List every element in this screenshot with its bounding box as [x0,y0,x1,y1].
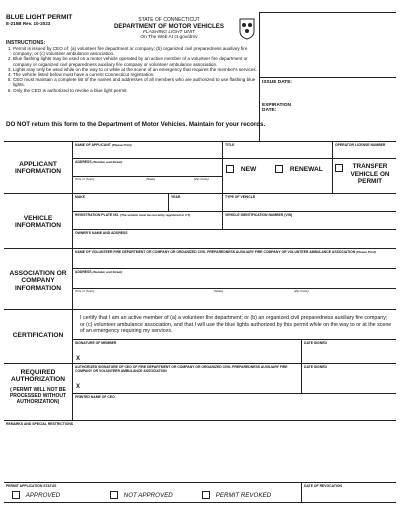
association-city-hint: (City or Town) [75,289,95,293]
association-address-field[interactable] [74,275,394,286]
operator-license-field[interactable] [334,148,394,156]
new-option[interactable]: NEW [226,165,256,173]
section-applicant: APPLICANT INFORMATION [14,161,62,176]
transfer-checkbox[interactable] [335,164,343,172]
owner-label: OWNER'S NAME AND ADDRESS [75,231,128,235]
expiration-date-field[interactable] [304,102,390,116]
applicant-address-label: ADDRESS (Number and Street) [75,160,123,164]
return-warning: DO NOT return this form to the Department of Motor Vehicles. Maintain for your records. [6,121,266,128]
plate-field[interactable] [74,218,220,227]
instruction-item: 2. Blue flashing lights may be used on a motor vehicle operated by an active member of a volunteer fire department or company or organized civil preparedness auxiliary fire company or volunteer ambulance association. [13,56,263,66]
section-authorization: REQUIRED AUTHORIZATION [10,369,66,384]
operator-license-label: OPERATOR LICENSE NUMBER [335,143,386,147]
member-signature-x: X [76,356,81,362]
member-date-signed-label: DATE SIGNED [304,341,327,345]
status-revoked-option[interactable]: PERMIT REVOKED [202,491,271,499]
instruction-item: 1. Permit is issued by CEO of: (a) volunteer fire department or company; (b) organized civil preparedness auxiliary fire company; or (c) volunteer ambulance association. [13,46,263,56]
association-name-label: NAME OF VOLUNTEER FIRE DEPARTMENT OR COMPANY OR ORGANIZED CIVIL PREPAREDNESS AUXILIARY FIRE COMPANY OR VOLUNTEER AMBULANCE ASSOCIATION (Please Print) [75,250,376,254]
renewal-checkbox[interactable] [275,165,283,173]
revocation-date-label: DATE OF REVOCATION [304,484,342,488]
ceo-signature-label: AUTHORIZED SIGNATURE OF CEO OF FIRE DEPARTMENT OR COMPANY OR ORGANIZED CIVIL PREPAREDNESS AUXILIARY FIRE COMPANY OR VOLUNTEER AMBULANCE ASSOCIATION [75,365,288,373]
association-address-label: ADDRESS (Number and Street) [75,270,123,274]
ceo-signature-x: X [76,384,81,390]
instruction-item: 6. Only the CEO is authorized to revoke a blue light permit. [13,88,263,93]
issue-date-field[interactable] [304,80,390,94]
section-certification: CERTIFICATION [12,332,64,339]
member-signature-field[interactable] [84,347,298,361]
ceo-signature-field[interactable] [84,375,298,389]
revoked-checkbox[interactable] [202,491,210,499]
year-label: YEAR [171,195,181,199]
issue-date-label: ISSUE DATE: [262,80,293,85]
form-title: BLUE LIGHT PERMIT [6,14,73,21]
ceo-printed-name-label: PRINTED NAME OF CEO [75,395,115,399]
remarks-label: REMARKS AND SPECIAL RESTRICTIONS [6,422,74,426]
status-approved-option[interactable]: APPROVED [12,491,60,499]
applicant-zip-hint: (Zip Code) [194,177,209,181]
transfer-label: TRANSFER VEHICLE ON PERMIT [350,163,390,186]
applicant-name-field[interactable] [74,148,220,156]
certification-text: I certify that I am an active member of (a) a volunteer fire department; or (b) an organized civil preparedness auxiliary fire company; or (c) volunteer ambulance association, and that I will use the blue lights authorized by this permit while on the way to or at the scene of an emergency requiring my services. [80,315,392,335]
transfer-option[interactable] [335,164,343,182]
department-name: DEPARTMENT OF MOTOR VEHICLES [113,23,225,30]
instruction-item: 4. The vehicle listed below must have a current Connecticut registration. [13,72,263,77]
member-signature-label: SIGNATURE OF MEMBER [75,341,117,345]
state-name: STATE OF CONNECTICUT [138,17,200,23]
association-zip-hint: (Zip Code) [294,289,309,293]
instruction-item: 3. Lights may only be used while on the way to or while at the scene of an emergency that requires the member's services. [13,67,263,72]
association-name-field[interactable] [74,259,394,267]
vin-label: VEHICLE IDENTIFICATION NUMBER (VIN) [225,213,293,217]
renewal-option[interactable]: RENEWAL [275,165,323,173]
not-approved-checkbox[interactable] [110,491,118,499]
ceo-date-signed-label: DATE SIGNED [304,365,327,369]
make-field[interactable] [74,200,166,209]
instructions-label: INSTRUCTIONS: [6,40,46,46]
association-state-hint: (State) [214,289,224,293]
status-label: PERMIT APPLICATION STATUS [6,484,57,488]
ceo-date-signed-field[interactable] [303,371,394,391]
authorization-note: ( PERMIT WILL NOT BE PROCESSED WITHOUT AUTHORIZATION) [9,387,67,405]
applicant-city-hint: (City or Town) [75,177,95,181]
ceo-printed-name-field[interactable] [74,401,394,418]
make-label: MAKE [75,195,85,199]
vehicle-type-label: TYPE OF VEHICLE [225,195,256,199]
instruction-item: 5. CEO must maintain a complete list of the names and addresses of all members who are authorized to use flashing blue lights. [13,77,263,87]
vehicle-type-field[interactable] [224,200,394,209]
expiration-date-label: EXPIRATION DATE: [262,103,291,114]
applicant-address-field[interactable] [74,165,220,174]
instructions-list [6,46,263,93]
new-checkbox[interactable] [226,165,234,173]
applicant-name-label: NAME OF APPLICANT (Please Print) [75,143,132,147]
title-field[interactable] [224,148,330,156]
web-address: On The Web At ct.gov/dmv [140,35,198,40]
unit-name: FLASHING LIGHT UNIT [143,30,195,35]
remarks-field[interactable] [6,428,394,476]
vin-field[interactable] [224,218,394,227]
revocation-date-field[interactable] [303,490,394,500]
permit-form [4,4,396,514]
applicant-state-hint: (State) [146,177,156,181]
section-vehicle: VEHICLE INFORMATION [14,215,62,230]
title-label: TITLE [225,143,235,147]
year-field[interactable] [170,200,220,209]
status-not-approved-option[interactable]: NOT APPROVED [110,491,173,499]
owner-field[interactable] [74,236,394,246]
approved-checkbox[interactable] [12,491,20,499]
plate-label: REGISTRATION PLATE NO. (The vehicle must be currently registered in CT) [75,213,191,217]
section-association: ASSOCIATION OR COMPANY INFORMATION [9,270,67,292]
member-date-signed-field[interactable] [303,347,394,361]
form-id: E-215B Rev. 10-2023 [6,21,51,26]
ct-state-seal-icon [239,18,255,40]
